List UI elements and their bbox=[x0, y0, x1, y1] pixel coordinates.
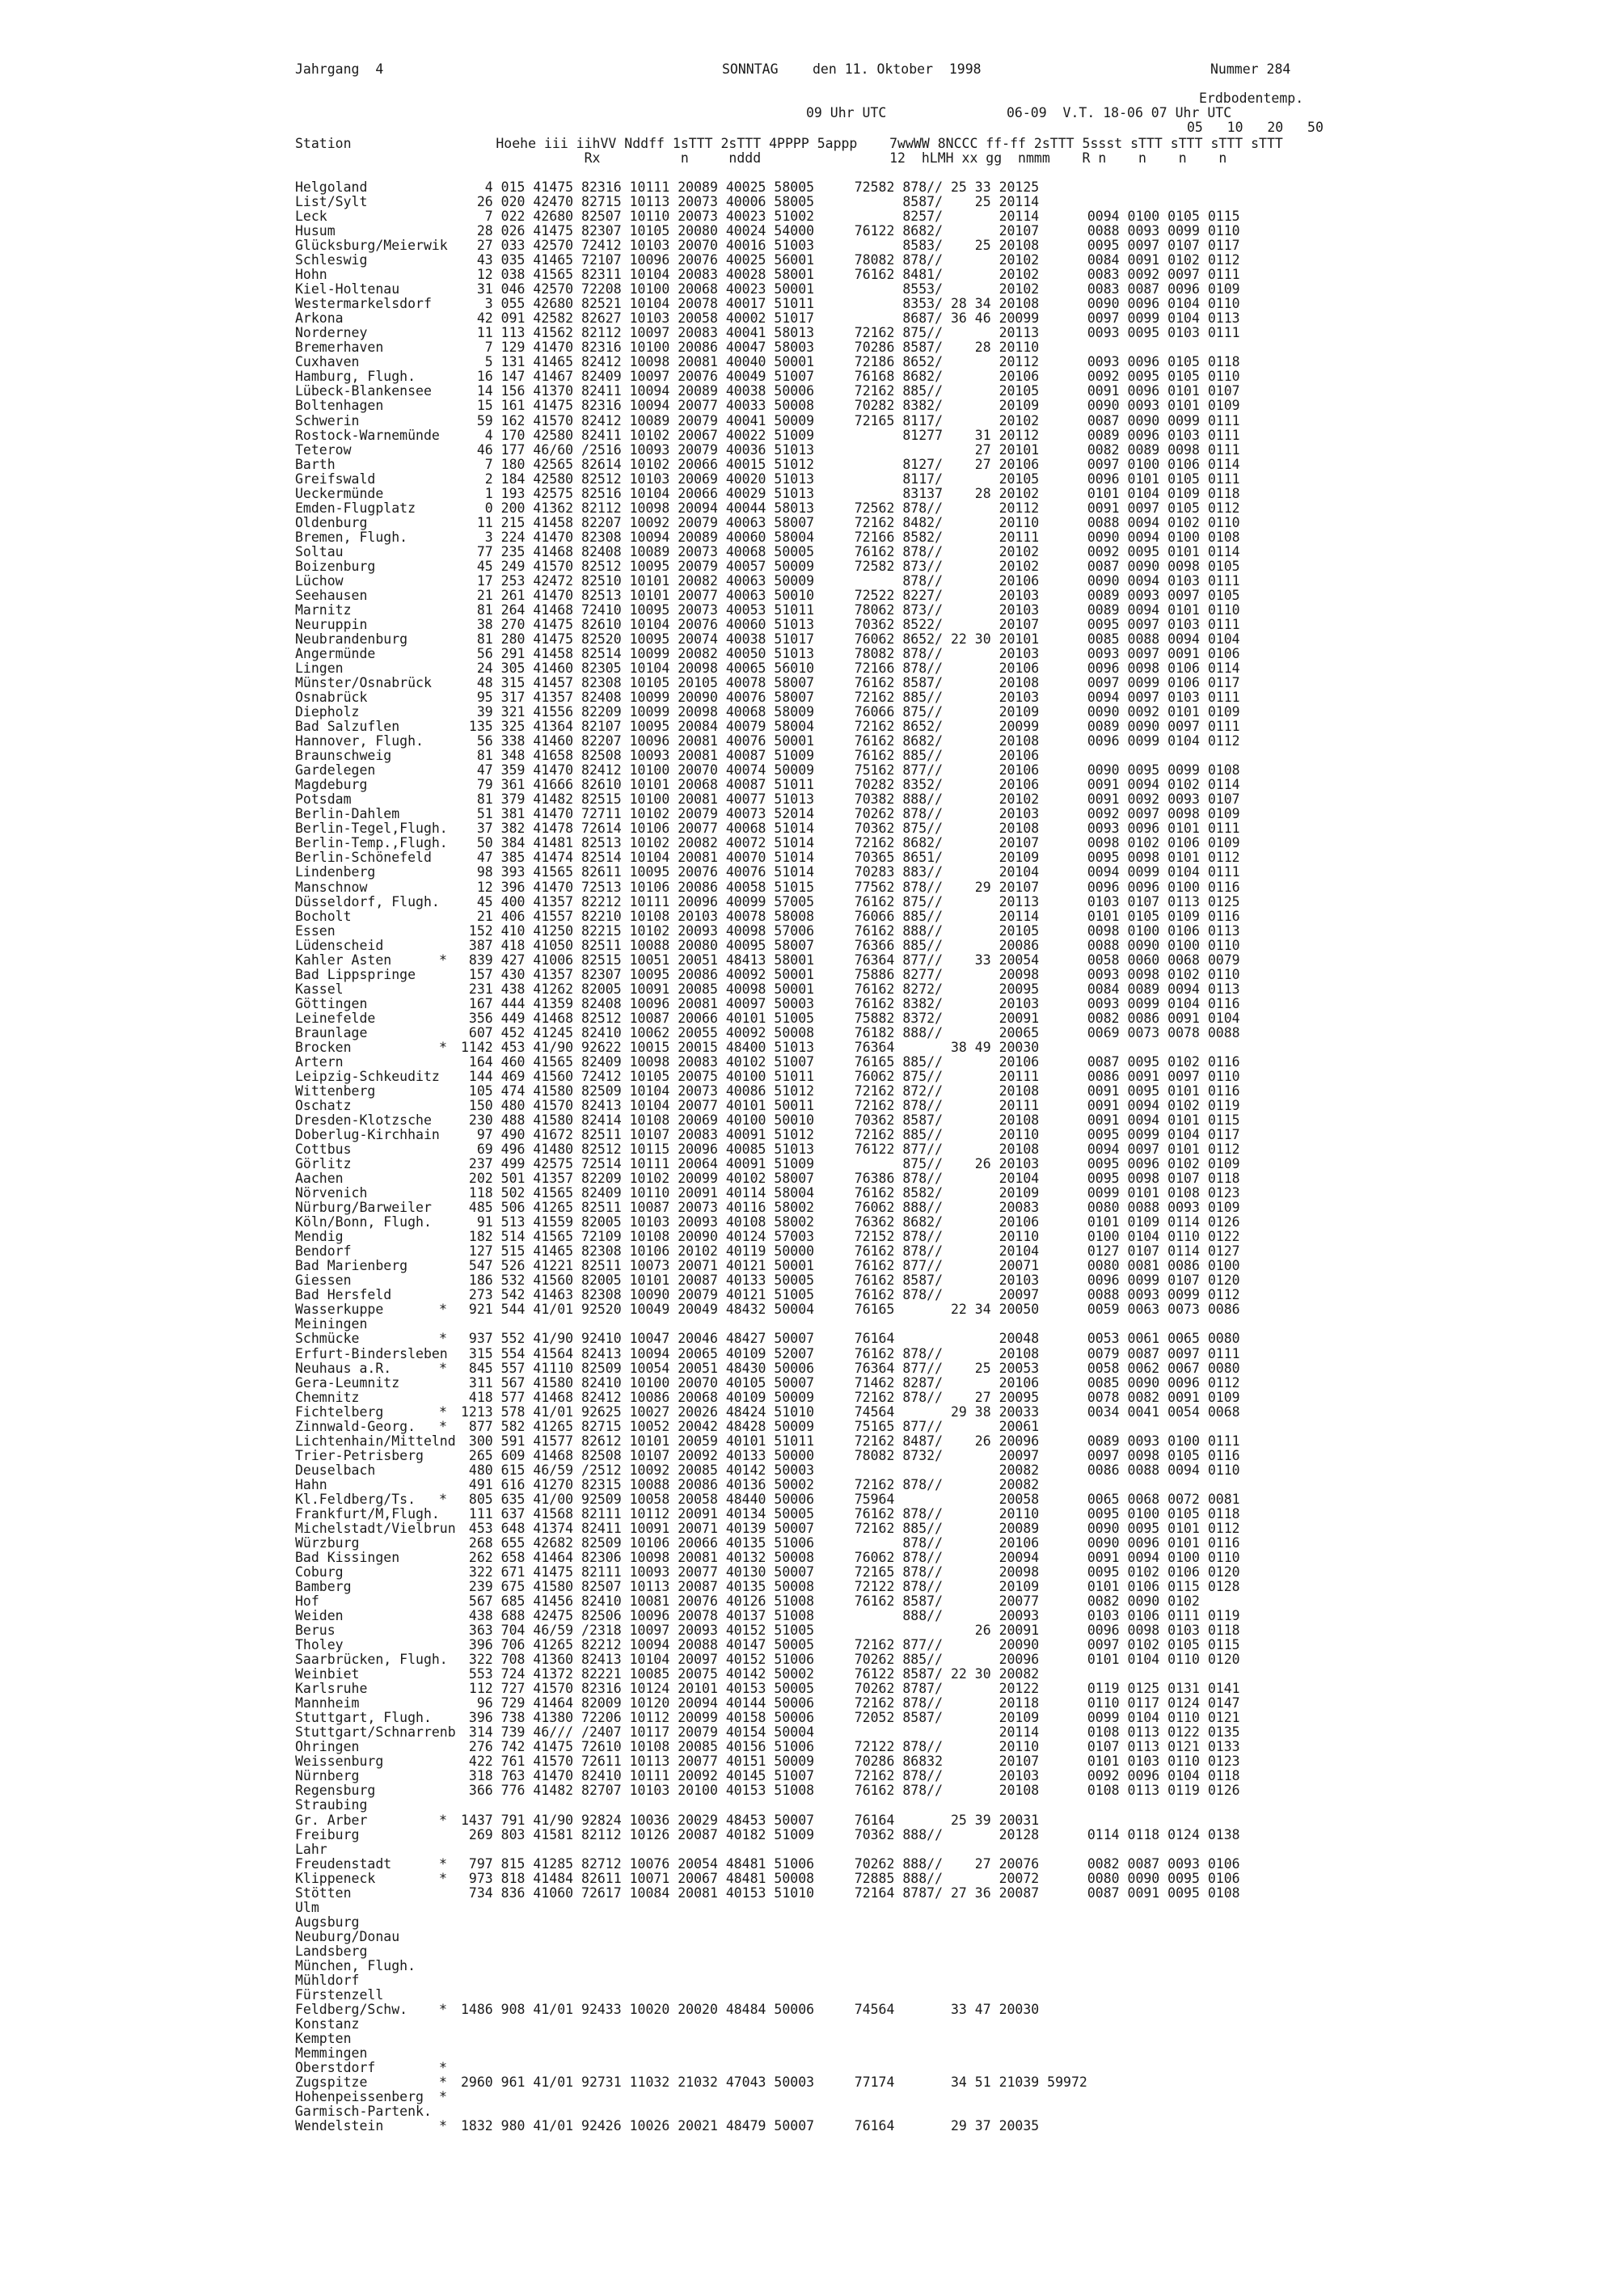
issue-number: Nummer 284 bbox=[1210, 61, 1291, 77]
station-values: 396 706 41265 82212 10094 20088 40147 50005 72162 877// 20090 0097 0102 0105 0115 bbox=[461, 1637, 1240, 1653]
station-name: Diepholz bbox=[295, 705, 360, 720]
column-codes-heading: Station Hoehe iii iihVV Nddff 1sTTT 2sTTT 4PPPP 5appp 7wwWW 8NCCC ff-ff 2sTTT 5ssst sTTT sTTT sTTT sTTT bbox=[295, 136, 1283, 151]
station-name: Cuxhaven bbox=[295, 355, 360, 370]
station-name: Wasserkuppe bbox=[295, 1302, 384, 1318]
station-name: Bad Lippspringe bbox=[295, 967, 416, 982]
station-name: Garmisch-Partenk. bbox=[295, 2104, 432, 2120]
station-name: Nürnberg bbox=[295, 1769, 360, 1784]
mountain-station-marker: * bbox=[439, 1418, 447, 1434]
date-label: den 11. Oktober 1998 bbox=[813, 61, 982, 77]
station-name: Hohenpeissenberg bbox=[295, 2090, 424, 2105]
station-name: Marnitz bbox=[295, 602, 352, 618]
station-values: 1 193 42575 82516 10104 20066 40029 51013 83137 28 20102 0101 0104 0109 0118 bbox=[461, 485, 1240, 501]
station-values: 268 655 42682 82509 10106 20066 40135 51006 878// 20106 0090 0096 0101 0116 bbox=[461, 1534, 1240, 1551]
station-name: Bad Salzuflen bbox=[295, 720, 400, 735]
station-name: Osnabrück bbox=[295, 690, 368, 706]
station-values: 273 542 41463 82308 10090 20079 40121 51005 76162 878// 20097 0088 0093 0099 0112 bbox=[461, 1287, 1240, 1303]
station-values: 150 480 41570 82413 10104 20077 40101 50011 72162 878// 20111 0091 0094 0102 0119 bbox=[461, 1097, 1240, 1113]
station-values: 17 253 42472 82510 10101 20082 40063 50009 878// 20106 0090 0094 0103 0111 bbox=[461, 572, 1240, 589]
station-values: 973 818 41484 82611 10071 20067 48481 50008 72885 888// 20072 0080 0090 0095 0106 bbox=[461, 1870, 1240, 1886]
station-values: 3 224 41470 82308 10094 20089 40060 58004 72166 8582/ 20111 0090 0094 0100 0108 bbox=[461, 529, 1240, 545]
station-name: Cottbus bbox=[295, 1142, 352, 1158]
station-name: Arkona bbox=[295, 311, 344, 327]
station-name: Giessen bbox=[295, 1273, 352, 1289]
station-name: Tholey bbox=[295, 1638, 344, 1653]
station-name: Oberstdorf bbox=[295, 2061, 376, 2076]
station-name: Freiburg bbox=[295, 1827, 360, 1842]
weekday-label: SONNTAG bbox=[722, 61, 779, 77]
station-values: 111 637 41568 82111 10112 20091 40134 50005 76162 878// 20110 0095 0100 0105 0118 bbox=[461, 1505, 1240, 1522]
station-values: 157 430 41357 82307 10095 20086 40092 50001 75886 8277/ 20098 0093 0098 0102 0110 bbox=[461, 966, 1240, 982]
station-name: Soltau bbox=[295, 544, 344, 559]
station-name: Zugspitze bbox=[295, 2075, 368, 2091]
station-name: Bad Kissingen bbox=[295, 1550, 400, 1565]
station-name: Augsburg bbox=[295, 1914, 360, 1930]
station-values: 453 648 41374 82411 10091 20071 40139 50007 72162 885// 20089 0090 0095 0101 0112 bbox=[461, 1520, 1240, 1536]
station-values: 15 161 41475 82316 10094 20077 40033 50008 70282 8382/ 20109 0090 0093 0101 0109 bbox=[461, 398, 1240, 414]
station-values: 322 671 41475 82111 10093 20077 40130 50007 72165 878// 20098 0095 0102 0106 0120 bbox=[461, 1564, 1240, 1580]
station-values: 366 776 41482 82707 10103 20100 40153 51008 76162 878// 20108 0108 0113 0119 0126 bbox=[461, 1783, 1240, 1799]
station-values: 607 452 41245 82410 10062 20055 40092 50008 76182 888// 20065 0069 0073 0078 0088 bbox=[461, 1024, 1240, 1040]
station-values: 91 513 41559 82005 10103 20093 40108 58002 76362 8682/ 20106 0101 0109 0114 0126 bbox=[461, 1214, 1240, 1230]
station-values: 81 348 41658 82508 10093 20081 40087 51009 76162 885// 20106 bbox=[461, 748, 1040, 764]
mountain-station-marker: * bbox=[439, 1870, 447, 1886]
station-name: Kl.Feldberg/Ts. bbox=[295, 1492, 416, 1507]
station-values: 845 557 41110 82509 10054 20051 48430 50006 76364 877// 25 20053 0058 0062 0067 0080 bbox=[461, 1360, 1240, 1376]
station-name: Neuburg/Donau bbox=[295, 1929, 400, 1944]
station-name: Ueckermünde bbox=[295, 486, 384, 501]
station-name: Potsdam bbox=[295, 792, 352, 808]
station-values: 1486 908 41/01 92433 10020 20020 48484 50006 74564 33 47 20030 bbox=[461, 2001, 1040, 2017]
station-name: Norderney bbox=[295, 326, 368, 341]
station-name: Magdeburg bbox=[295, 778, 368, 793]
station-name: Düsseldorf, Flugh. bbox=[295, 894, 440, 910]
station-values: 322 708 41360 82413 10104 20097 40152 51006 70262 885// 20096 0101 0104 0110 0120 bbox=[461, 1652, 1240, 1668]
station-values: 276 742 41475 72610 10108 20085 40156 51006 72122 878// 20110 0107 0113 0121 0133 bbox=[461, 1739, 1240, 1755]
station-values: 37 382 41478 72614 10106 20077 40068 51014 70362 875// 20108 0093 0096 0101 0111 bbox=[461, 821, 1240, 837]
station-name: Weinbiet bbox=[295, 1667, 360, 1682]
station-values: 56 291 41458 82514 10099 20082 40050 51013 78082 878// 20103 0093 0097 0091 0106 bbox=[461, 646, 1240, 661]
mountain-station-marker: * bbox=[439, 952, 447, 968]
station-name: Lichtenhain/Mittelnd bbox=[295, 1433, 456, 1449]
station-name: Gr. Arber bbox=[295, 1813, 368, 1828]
station-values: 921 544 41/01 92520 10049 20049 48432 50004 76165 22 34 20050 0059 0063 0073 0086 bbox=[461, 1302, 1240, 1318]
station-values: 553 724 41372 82221 10085 20075 40142 50002 76122 8587/ 22 30 20082 bbox=[461, 1666, 1040, 1682]
station-values: 7 129 41470 82316 10100 20086 40047 58003 70286 8587/ 28 20110 bbox=[461, 340, 1040, 356]
station-values: 7 180 42565 82614 10102 20066 40015 51012 8127/ 27 20106 0097 0100 0106 0114 bbox=[461, 456, 1240, 472]
station-values: 96 729 41464 82009 10120 20094 40144 50006 72162 878// 20118 0110 0117 0124 0147 bbox=[461, 1695, 1240, 1711]
station-values: 418 577 41468 82412 10086 20068 40109 50009 72162 878// 27 20095 0078 0082 0091 0109 bbox=[461, 1389, 1240, 1405]
station-name: Würzburg bbox=[295, 1535, 360, 1551]
station-values: 152 410 41250 82215 10102 20093 40098 57006 76162 888// 20105 0098 0100 0106 0113 bbox=[461, 922, 1240, 939]
station-name: München, Flugh. bbox=[295, 1958, 416, 1973]
station-values: 59 162 41570 82412 10089 20079 40041 50009 72165 8117/ 20102 0087 0090 0099 0111 bbox=[461, 412, 1240, 428]
station-values: 396 738 41380 72206 10112 20099 40158 50006 72052 8587/ 20109 0099 0104 0110 0121 bbox=[461, 1710, 1240, 1726]
station-name: Aachen bbox=[295, 1171, 344, 1187]
station-name: Greifswald bbox=[295, 471, 376, 487]
station-name: Berlin-Dahlem bbox=[295, 807, 400, 822]
station-values: 262 658 41464 82306 10098 20081 40132 50008 76062 878// 20094 0091 0094 0100 0110 bbox=[461, 1549, 1240, 1565]
station-name: Lindenberg bbox=[295, 865, 376, 880]
mountain-station-marker: * bbox=[439, 1302, 447, 1318]
station-values: 300 591 41577 82612 10101 20059 40101 51011 72162 8487/ 26 20096 0089 0093 0100 0111 bbox=[461, 1433, 1240, 1449]
station-name: Oschatz bbox=[295, 1098, 352, 1113]
station-name: Lübeck-Blankensee bbox=[295, 384, 432, 399]
mountain-station-marker: * bbox=[439, 2089, 447, 2105]
station-name: Öhringen bbox=[295, 1740, 360, 1755]
mountain-station-marker: * bbox=[439, 1403, 447, 1420]
station-name: Nürburg/Barweiler bbox=[295, 1201, 432, 1216]
station-name: Schleswig bbox=[295, 253, 368, 268]
station-name: Berus bbox=[295, 1623, 336, 1639]
station-values: 269 803 41581 82112 10126 20087 40182 51009 70362 888// 20128 0114 0118 0124 0138 bbox=[461, 1826, 1240, 1842]
station-name: Emden-Flugplatz bbox=[295, 500, 416, 516]
station-values: 2960 961 41/01 92731 11032 21032 47043 50003 77174 34 51 21039 59972 bbox=[461, 2074, 1087, 2091]
station-values: 547 526 41221 82511 10073 20071 40121 50001 76162 877// 20071 0080 0081 0086 0100 bbox=[461, 1258, 1240, 1274]
station-values: 2 184 42580 82512 10103 20069 40020 51013 8117/ 20105 0096 0101 0105 0111 bbox=[461, 471, 1240, 487]
station-values: 363 704 46/59 /2318 10097 20093 40152 51005 26 20091 0096 0098 0103 0118 bbox=[461, 1623, 1240, 1639]
station-values: 485 506 41265 82511 10087 20073 40116 58002 76062 888// 20083 0080 0088 0093 0109 bbox=[461, 1200, 1240, 1216]
station-values: 38 270 41475 82610 10104 20076 40060 51013 70362 8522/ 20107 0095 0097 0103 0111 bbox=[461, 616, 1240, 632]
station-values: 112 727 41570 82316 10124 20101 40153 50005 70262 8787/ 20122 0119 0125 0131 0141 bbox=[461, 1681, 1240, 1697]
station-name: Leipzig-Schkeuditz bbox=[295, 1069, 440, 1084]
station-name: Freudenstadt bbox=[295, 1856, 392, 1872]
station-values: 11 215 41458 82207 10092 20079 40063 58007 72162 8482/ 20110 0088 0094 0102 0110 bbox=[461, 514, 1240, 530]
station-values: 438 688 42475 82506 10096 20078 40137 51008 888// 20093 0103 0106 0111 0119 bbox=[461, 1608, 1240, 1624]
station-values: 31 046 42570 72208 10100 20068 40023 50001 8553/ 20102 0083 0087 0096 0109 bbox=[461, 281, 1240, 298]
station-name: Feldberg/Schw. bbox=[295, 2002, 408, 2017]
station-values: 387 418 41050 82511 10088 20080 40095 58007 76366 885// 20086 0088 0090 0100 0110 bbox=[461, 937, 1240, 953]
station-values: 51 381 41470 72711 10102 20079 40073 52014 70262 878// 20103 0092 0097 0098 0109 bbox=[461, 806, 1240, 822]
station-name: Schwerin bbox=[295, 413, 360, 428]
station-values: 56 338 41460 82207 10096 20081 40076 50001 76162 8682/ 20108 0096 0099 0104 0112 bbox=[461, 733, 1240, 749]
station-values: 314 739 46/// /2407 10117 20079 40154 50004 20114 0108 0113 0122 0135 bbox=[461, 1724, 1240, 1741]
station-values: 47 359 41470 82412 10100 20070 40074 50009 75162 877// 20106 0090 0095 0099 0108 bbox=[461, 762, 1240, 779]
station-values: 480 615 46/59 /2512 10092 20085 40142 50003 20082 0086 0088 0094 0110 bbox=[461, 1462, 1240, 1478]
station-values: 167 444 41359 82408 10096 20081 40097 50003 76162 8382/ 20103 0093 0099 0104 0116 bbox=[461, 995, 1240, 1011]
station-name: Lingen bbox=[295, 661, 344, 677]
station-values: 81 280 41475 82520 10095 20074 40038 51017 76062 8652/ 22 30 20101 0085 0088 0094 0104 bbox=[461, 631, 1240, 647]
station-name: Boizenburg bbox=[295, 559, 376, 574]
station-name: Artern bbox=[295, 1054, 344, 1070]
station-name: Hof bbox=[295, 1594, 319, 1610]
station-name: Teterow bbox=[295, 442, 352, 458]
station-values: 26 020 42470 82715 10113 20073 40006 58005 8587/ 25 20114 bbox=[461, 194, 1040, 210]
station-values: 734 836 41060 72617 10084 20081 40153 51010 72164 8787/ 27 36 20087 0087 0091 0095 0108 bbox=[461, 1884, 1240, 1901]
station-name: Stuttgart/Schnarrenb bbox=[295, 1725, 456, 1741]
station-values: 5 131 41465 82412 10098 20081 40040 50001 72186 8652/ 20112 0093 0096 0105 0118 bbox=[461, 354, 1240, 370]
mountain-station-marker: * bbox=[439, 1039, 447, 1055]
station-values: 7 022 42680 82507 10110 20073 40023 51002 8257/ 20114 0094 0100 0105 0115 bbox=[461, 209, 1240, 225]
period-heading: 06-09 V.T. 18-06 07 Uhr UTC bbox=[1007, 105, 1232, 120]
station-name: Brocken bbox=[295, 1040, 352, 1055]
station-values: 48 315 41457 82308 10105 20105 40078 58007 76162 8587/ 20108 0097 0099 0106 0117 bbox=[461, 675, 1240, 691]
station-name: Frankfurt/M,Flugh. bbox=[295, 1506, 440, 1522]
station-name: Mühldorf bbox=[295, 1973, 360, 1988]
station-name: Barth bbox=[295, 457, 336, 472]
station-values: 21 406 41557 82210 10108 20103 40078 58008 76066 885// 20114 0101 0105 0109 0116 bbox=[461, 908, 1240, 924]
station-name: Berlin-Temp.,Flugh. bbox=[295, 836, 448, 851]
station-values: 81 379 41482 82515 10100 20081 40077 51013 70382 888// 20102 0091 0092 0093 0107 bbox=[461, 791, 1240, 808]
station-name: Mendig bbox=[295, 1230, 344, 1245]
station-values: 50 384 41481 82513 10102 20082 40072 51014 72162 8682/ 20107 0098 0102 0106 0109 bbox=[461, 835, 1240, 851]
station-name: Bamberg bbox=[295, 1580, 352, 1594]
station-name: Berlin-Schönefeld bbox=[295, 850, 432, 866]
station-values: 98 393 41565 82611 10095 20076 40076 51014 70283 883// 20104 0094 0099 0104 0111 bbox=[461, 864, 1240, 880]
station-values: 43 035 41465 72107 10096 20076 40025 56001 78082 878// 20102 0084 0091 0102 0112 bbox=[461, 252, 1240, 268]
station-name: Braunlage bbox=[295, 1025, 368, 1040]
mountain-station-marker: * bbox=[439, 2074, 447, 2091]
station-values: 0 200 41362 82112 10098 20094 40044 58013 72562 878// 20112 0091 0097 0105 0112 bbox=[461, 500, 1240, 516]
station-name: Hahn bbox=[295, 1477, 327, 1492]
station-values: 24 305 41460 82305 10104 20098 40065 56010 72166 878// 20106 0096 0098 0106 0114 bbox=[461, 661, 1240, 677]
station-name: Husum bbox=[295, 224, 336, 239]
station-values: 797 815 41285 82712 10076 20054 48481 51006 70262 888// 27 20076 0082 0087 0093 0106 bbox=[461, 1855, 1240, 1872]
station-values: 95 317 41357 82408 10099 20090 40076 58007 72162 885// 20103 0094 0097 0103 0111 bbox=[461, 690, 1240, 706]
station-values: 231 438 41262 82005 10091 20085 40098 50001 76162 8272/ 20095 0084 0089 0094 0113 bbox=[461, 981, 1240, 997]
station-values: 28 026 41475 82307 10105 20080 40024 54000 76122 8682/ 20107 0088 0093 0099 0110 bbox=[461, 223, 1240, 239]
station-name: Stuttgart, Flugh. bbox=[295, 1711, 432, 1726]
station-values: 14 156 41370 82411 10094 20089 40038 50006 72162 885// 20105 0091 0096 0101 0107 bbox=[461, 383, 1240, 399]
station-name: Deuselbach bbox=[295, 1462, 376, 1478]
station-values: 39 321 41556 82209 10099 20098 40068 58009 76066 875// 20109 0090 0092 0101 0109 bbox=[461, 704, 1240, 720]
station-name: Schmücke bbox=[295, 1332, 360, 1347]
station-name: Hamburg, Flugh. bbox=[295, 369, 416, 385]
station-name: Trier-Petrisberg bbox=[295, 1448, 424, 1463]
station-name: Braunschweig bbox=[295, 749, 392, 764]
station-name: Hannover, Flugh. bbox=[295, 734, 424, 749]
station-name: Görlitz bbox=[295, 1157, 352, 1172]
station-values: 12 396 41470 72513 10106 20086 40058 51015 77562 878// 29 20107 0096 0096 0100 0116 bbox=[461, 879, 1240, 895]
station-name: Erfurt-Bindersleben bbox=[295, 1346, 448, 1361]
station-name: Köln/Bonn, Flugh. bbox=[295, 1215, 432, 1230]
station-values: 135 325 41364 82107 10095 20084 40079 58004 72162 8652/ 20099 0089 0090 0097 0111 bbox=[461, 719, 1240, 735]
station-name: Helgoland bbox=[295, 180, 368, 195]
station-name: Saarbrücken, Flugh. bbox=[295, 1652, 448, 1668]
station-values: 97 490 41672 82511 10107 20083 40091 51012 72162 885// 20110 0095 0099 0104 0117 bbox=[461, 1127, 1240, 1143]
station-name: Lüdenscheid bbox=[295, 938, 384, 953]
mountain-station-marker: * bbox=[439, 2118, 447, 2134]
station-values: 1213 578 41/01 92625 10027 20026 48424 51010 74564 29 38 20033 0034 0041 0054 0068 bbox=[461, 1403, 1240, 1420]
station-name: Dresden-Klotzsche bbox=[295, 1113, 432, 1128]
station-name: Mannheim bbox=[295, 1696, 360, 1711]
station-values: 105 474 41580 82509 10104 20073 40086 51012 72162 872// 20108 0091 0095 0101 0116 bbox=[461, 1083, 1240, 1099]
station-values: 265 609 41468 82508 10107 20092 40133 50000 78082 8732/ 20097 0097 0098 0105 0116 bbox=[461, 1447, 1240, 1463]
station-values: 27 033 42570 72412 10103 20070 40016 51003 8583/ 25 20108 0095 0097 0107 0117 bbox=[461, 238, 1240, 254]
station-values: 877 582 41265 82715 10052 20042 48428 50009 75165 877// 20061 bbox=[461, 1418, 1040, 1434]
station-values: 182 514 41565 72109 10108 20090 40124 57003 72152 878// 20110 0100 0104 0110 0122 bbox=[461, 1229, 1240, 1245]
station-name: Meiningen bbox=[295, 1317, 368, 1332]
station-name: Kahler Asten bbox=[295, 952, 392, 968]
station-values: 356 449 41468 82512 10087 20066 40101 51005 75882 8372/ 20091 0082 0086 0091 0104 bbox=[461, 1010, 1240, 1026]
station-values: 186 532 41560 82005 10101 20087 40133 50005 76162 8587/ 20103 0096 0099 0107 0120 bbox=[461, 1273, 1240, 1289]
station-name: Landsberg bbox=[295, 1944, 368, 1959]
station-values: 16 147 41467 82409 10097 20076 40049 51007 76168 8682/ 20106 0092 0095 0105 0110 bbox=[461, 369, 1240, 385]
mountain-station-marker: * bbox=[439, 2001, 447, 2017]
station-name: Oldenburg bbox=[295, 515, 368, 530]
station-name: Boltenhagen bbox=[295, 399, 384, 414]
station-name: Fürstenzell bbox=[295, 1987, 384, 2003]
station-values: 318 763 41470 82410 10111 20092 40145 51007 72162 878// 20103 0092 0096 0104 0118 bbox=[461, 1768, 1240, 1784]
station-values: 81 264 41468 72410 10095 20073 40053 51011 78062 873// 20103 0089 0094 0101 0110 bbox=[461, 601, 1240, 618]
station-name: Gardelegen bbox=[295, 763, 376, 779]
station-name: Kiel-Holtenau bbox=[295, 282, 400, 298]
station-name: Kempten bbox=[295, 2031, 352, 2046]
station-values: 1142 453 41/90 92622 10015 20015 48400 51013 76364 38 49 20030 bbox=[461, 1039, 1040, 1055]
station-values: 422 761 41570 72611 10113 20077 40151 50009 70286 86832 20107 0101 0103 0110 0123 bbox=[461, 1754, 1240, 1770]
obs-time-heading: 09 Uhr UTC bbox=[806, 105, 887, 120]
station-values: 12 038 41565 82311 10104 20083 40028 58001 76162 8481/ 20102 0083 0092 0097 0111 bbox=[461, 267, 1240, 283]
station-name: Wittenberg bbox=[295, 1083, 376, 1099]
station-name: Bad Marienberg bbox=[295, 1259, 408, 1274]
mountain-station-marker: * bbox=[439, 1360, 447, 1376]
station-values: 144 469 41560 72412 10105 20075 40100 51011 76062 875// 20111 0086 0091 0097 0110 bbox=[461, 1068, 1240, 1084]
station-name: Bad Hersfeld bbox=[295, 1288, 392, 1303]
station-values: 77 235 41468 82408 10089 20073 40068 50005 76162 878// 20102 0092 0095 0101 0114 bbox=[461, 543, 1240, 559]
station-values: 805 635 41/00 92509 10058 20058 48440 50006 75964 20058 0065 0068 0072 0081 bbox=[461, 1491, 1240, 1507]
mountain-station-marker: * bbox=[439, 1491, 447, 1507]
station-name: Lahr bbox=[295, 1842, 327, 1857]
station-name: Münster/Osnabrück bbox=[295, 676, 432, 691]
station-name: Konstanz bbox=[295, 2016, 360, 2032]
station-name: Bocholt bbox=[295, 909, 352, 924]
station-name: Leinefelde bbox=[295, 1011, 376, 1026]
station-name: Stötten bbox=[295, 1885, 352, 1901]
station-values: 127 515 41465 82308 10106 20102 40119 50000 76162 878// 20104 0127 0107 0114 0127 bbox=[461, 1243, 1240, 1260]
soil-temp-heading: Erdbodentemp. bbox=[1199, 91, 1304, 106]
station-name: Ulm bbox=[295, 1900, 319, 1915]
station-values: 11 113 41562 82112 10097 20083 40041 58013 72162 875// 20113 0093 0095 0103 0111 bbox=[461, 325, 1240, 341]
station-values: 311 567 41580 82410 10100 20070 40105 50007 71462 8287/ 20106 0085 0090 0096 0112 bbox=[461, 1374, 1240, 1391]
station-name: Neuruppin bbox=[295, 617, 368, 632]
station-name: Wendelstein bbox=[295, 2119, 384, 2134]
station-name: Bremerhaven bbox=[295, 340, 384, 356]
station-name: Leck bbox=[295, 209, 327, 225]
station-values: 3 055 42680 82521 10104 20078 40017 51011 8353/ 28 34 20108 0090 0096 0104 0110 bbox=[461, 296, 1240, 312]
station-name: Fichtelberg bbox=[295, 1404, 384, 1420]
station-name: Lüchow bbox=[295, 573, 344, 589]
station-values: 1832 980 41/01 92426 10026 20021 48479 50007 76164 29 37 20035 bbox=[461, 2118, 1040, 2134]
station-name: Essen bbox=[295, 923, 336, 939]
mountain-station-marker: * bbox=[439, 1812, 447, 1828]
station-values: 164 460 41565 82409 10098 20083 40102 51007 76165 885// 20106 0087 0095 0102 0116 bbox=[461, 1053, 1240, 1070]
station-name: Seehausen bbox=[295, 588, 368, 603]
station-values: 239 675 41580 82507 10113 20087 40135 50008 72122 878// 20109 0101 0106 0115 0128 bbox=[461, 1579, 1240, 1594]
station-name: Karlsruhe bbox=[295, 1682, 368, 1697]
station-name: Glücksburg/Meierwik bbox=[295, 238, 448, 254]
station-values: 118 502 41565 82409 10110 20091 40114 58004 76162 8582/ 20109 0099 0101 0108 0123 bbox=[461, 1185, 1240, 1201]
station-values: 491 616 41270 82315 10088 20086 40136 50002 72162 878// 20082 bbox=[461, 1476, 1040, 1492]
station-name: Weiden bbox=[295, 1609, 344, 1624]
station-name: Berlin-Tegel,Flugh. bbox=[295, 821, 448, 837]
station-name: Neuhaus a.R. bbox=[295, 1361, 392, 1376]
station-values: 567 685 41456 82410 10081 20076 40126 51008 76162 8587/ 20077 0082 0090 0102 bbox=[461, 1593, 1200, 1610]
station-name: Regensburg bbox=[295, 1783, 376, 1799]
station-name: Manschnow bbox=[295, 880, 368, 895]
station-name: Bendorf bbox=[295, 1244, 352, 1260]
station-name: Westermarkelsdorf bbox=[295, 297, 432, 312]
station-name: Gera-Leumnitz bbox=[295, 1375, 400, 1391]
station-values: 46 177 46/60 /2516 10093 20079 40036 51013 27 20101 0082 0089 0098 0111 bbox=[461, 441, 1240, 458]
station-name: Straubing bbox=[295, 1798, 368, 1813]
station-values: 1437 791 41/90 92824 10036 20029 48453 50007 76164 25 39 20031 bbox=[461, 1812, 1040, 1828]
station-values: 45 400 41357 82212 10111 20096 40099 57005 76162 875// 20113 0103 0107 0113 0125 bbox=[461, 893, 1240, 910]
jahrgang-label: Jahrgang 4 bbox=[295, 61, 384, 77]
mountain-station-marker: * bbox=[439, 1331, 447, 1347]
station-values: 42 091 42582 82627 10103 20058 40002 51017 8687/ 36 46 20099 0097 0099 0104 0113 bbox=[461, 310, 1240, 327]
mountain-station-marker: * bbox=[439, 2060, 447, 2076]
station-name: Nörvenich bbox=[295, 1186, 368, 1201]
column-subcodes-heading: Rx n nddd 12 hLMH xx gg nmmm R n n n n bbox=[295, 150, 1227, 166]
station-name: Doberlug-Kirchhain bbox=[295, 1128, 440, 1143]
station-values: 4 170 42580 82411 10102 20067 40022 51009 81277 31 20112 0089 0096 0103 0111 bbox=[461, 427, 1240, 443]
station-name: Weissenburg bbox=[295, 1754, 384, 1770]
station-name: Angermünde bbox=[295, 647, 376, 661]
station-name: Hohn bbox=[295, 268, 327, 283]
mountain-station-marker: * bbox=[439, 1855, 447, 1872]
station-values: 937 552 41/90 92410 10047 20046 48427 50007 76164 20048 0053 0061 0065 0080 bbox=[461, 1331, 1240, 1347]
station-values: 21 261 41470 82513 10101 20077 40063 50010 72522 8227/ 20103 0089 0093 0097 0105 bbox=[461, 587, 1240, 603]
station-name: Göttingen bbox=[295, 996, 368, 1011]
station-name: Coburg bbox=[295, 1564, 344, 1580]
station-name: Chemnitz bbox=[295, 1390, 360, 1405]
station-name: Memmingen bbox=[295, 2046, 368, 2061]
station-name: Zinnwald-Georg. bbox=[295, 1419, 416, 1434]
station-name: Bremen, Flugh. bbox=[295, 530, 408, 545]
station-name: Kassel bbox=[295, 981, 344, 997]
station-values: 315 554 41564 82413 10094 20065 40109 52007 76162 878// 20108 0079 0087 0097 0111 bbox=[461, 1345, 1240, 1361]
station-values: 4 015 41475 82316 10111 20089 40025 58005 72582 878// 25 33 20125 bbox=[461, 179, 1040, 195]
station-name: List/Sylt bbox=[295, 195, 368, 210]
station-name: Michelstadt/Vielbrun bbox=[295, 1521, 456, 1536]
station-values: 69 496 41480 82512 10115 20096 40085 51013 76122 877// 20108 0094 0097 0101 0112 bbox=[461, 1142, 1240, 1158]
station-name: Rostock-Warnemünde bbox=[295, 428, 440, 443]
station-name: Klippeneck bbox=[295, 1871, 376, 1886]
station-values: 237 499 42575 72514 10111 20064 40091 51009 875// 26 20103 0095 0096 0102 0109 bbox=[461, 1156, 1240, 1172]
soil-depth-heading: 05 10 20 50 bbox=[1187, 120, 1324, 135]
station-name: Neubrandenburg bbox=[295, 631, 408, 647]
station-values: 202 501 41357 82209 10102 20099 40102 58007 76386 878// 20104 0095 0098 0107 0118 bbox=[461, 1171, 1240, 1187]
station-values: 45 249 41570 82512 10095 20079 40057 50009 72582 873// 20102 0087 0090 0098 0105 bbox=[461, 558, 1240, 574]
station-values: 47 385 41474 82514 10104 20081 40070 51014 70365 8651/ 20109 0095 0098 0101 0112 bbox=[461, 850, 1240, 866]
station-values: 79 361 41666 82610 10101 20068 40087 51011 70282 8352/ 20106 0091 0094 0102 0114 bbox=[461, 777, 1240, 793]
station-values: 839 427 41006 82515 10051 20051 48413 58001 76364 877// 33 20054 0058 0060 0068 0079 bbox=[461, 952, 1240, 968]
station-values: 230 488 41580 82414 10108 20069 40100 50010 70362 8587/ 20108 0091 0094 0101 0115 bbox=[461, 1112, 1240, 1128]
